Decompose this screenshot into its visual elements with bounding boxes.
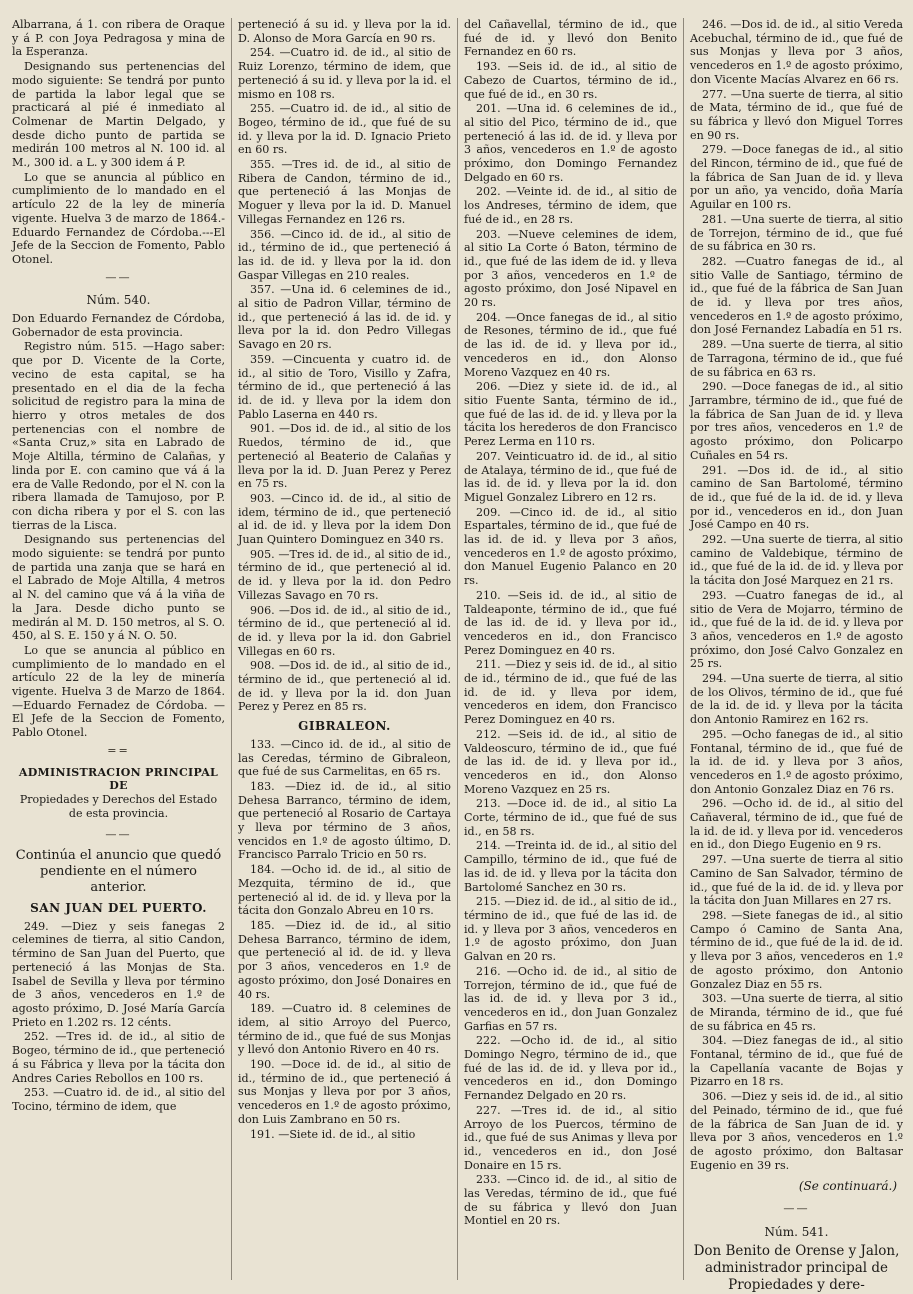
- paragraph: 356. —Cinco id. de id., al sitio de id., término de id., que perteneció á las id. de id. y lleva por la id. don Gaspar Villegas en 210 reales.: [238, 227, 451, 282]
- column-2: [238, 18, 458, 1280]
- paragraph: 190. —Doce id. de id., al sitio de id., término de id., que perteneció á sus Monjas y lleva por por 3 años, vencederos en 1.º de agosto próximo, don Luis Zambrano en 50 rs.: [238, 1058, 451, 1126]
- paragraph: 252. —Tres id. de id., al sitio de Bogeo, término de id., que perteneció á su Fábrica y lleva por la tácita don Andres Caries Rebollos en 100 rs.: [12, 1030, 225, 1085]
- paragraph: 289. —Una suerte de tierra, al sitio de Tarragona, término de id., que fué de su fábrica en 63 rs.: [690, 338, 903, 379]
- paragraph: 203. —Nueve celemines de idem, al sitio La Corte ó Baton, término de id., que fué de las idem de id. y lleva por 3 años, vencederos en 1.º de agosto próximo, don José Nipavel en 20 rs.: [464, 227, 677, 310]
- paragraph: 189. —Cuatro id. 8 celemines de idem, al sitio Arroyo del Puerco, término de id., que fué de sus Monjas y llevó don Antonio Rivero en 40 rs.: [238, 1002, 451, 1057]
- paragraph: 254. —Cuatro id. de id., al sitio de Ruiz Lorenzo, término de idem, que perteneció á su id. y lleva por la id. el mismo en 108 rs.: [238, 46, 451, 101]
- paragraph: 901. —Dos id. de id., al sitio de los Ruedos, término de id., que perteneció al Beaterio de Calañas y lleva por la id. D. Juan Perez y Perez en 75 rs.: [238, 422, 451, 491]
- paragraph: 210. —Seis id. de id., al sitio de Taldeaponte, término de id., que fué de las id. de id. y lleva por id., vencederos en id., don Francisco Perez Dominguez en 40 rs.: [464, 588, 677, 657]
- paragraph: 905. —Tres id. de id., al sitio de id., término de id., que perteneció al id. de id. y lleva por la id. don Pedro Villezas Savago en 70 rs.: [238, 547, 451, 602]
- paragraph: 291. —Dos id. de id., al sitio camino de San Bartolomé, término de id., que fué de la id. de id. y lleva por id., vencederos en id., don Juan José Campo en 40 rs.: [690, 463, 903, 532]
- paragraph: 183. —Diez id. de id., al sitio Dehesa Barranco, término de idem, que perteneció al Rosario de Cartaya y lleva por término de 3 años, vencidos en 1.º de agosto último, D. Francisco Parralo Tricio en 50 rs.: [238, 779, 451, 862]
- paragraph: 133. —Cinco id. de id., al sitio de las Ceredas, término de Gibraleon, que fué de sus Carmelitas, en 65 rs.: [238, 737, 451, 779]
- office-subheading: Propiedades y Derechos del Estado de esta provincia.: [19, 792, 218, 820]
- separator: ==: [107, 743, 130, 757]
- paragraph: Designando sus pertenencias del modo siguiente: se tendrá por punto de partida una zanja que se hará en el Labrado de Moje Altilla, 4 metros al N. del camino que vá á la viña de la Jara. Desde dicho punto se medirán al M. D. 150 metros, al S. O. 450, al S. E. 150 y á N. O. 50.: [12, 533, 225, 643]
- office-heading: ADMINISTRACION PRINCIPAL DE: [18, 765, 219, 793]
- paragraph: 202. —Veinte id. de id., al sitio de los Andreses, término de idem, que fué de id., en 28 rs.: [464, 185, 677, 226]
- paragraph: 903. —Cinco id. de id., al sitio de idem, término de id., que perteneció al id. de id. y lleva por la idem Don Juan Quintero Dominguez en 340 rs.: [238, 491, 451, 547]
- column-1: [12, 18, 232, 1280]
- paragraph: 359. —Cincuenta y cuatro id. de id., al sitio de Toro, Visillo y Zafra, término de id., que perteneció á las id. de id. y lleva por la idem don Pablo Laserna en 440 rs.: [238, 352, 451, 421]
- paragraph: 214. —Treinta id. de id., al sitio del Campillo, término de id., que fué de las id. de id. y lleva por la tácita don Bartolomé Sanchez en 30 rs.: [464, 839, 677, 894]
- paragraph: 216. —Ocho id. de id., al sitio de Torrejon, término de id., que fué de las id. de id. y lleva por 3 id., vencederos en id., don Juan Gonzalez Garfias en 57 rs.: [464, 964, 677, 1033]
- paragraph: 233. —Cinco id. de id., al sitio de las Veredas, término de id., que fué de su fábrica y llevó don Juan Montiel en 20 rs.: [464, 1173, 677, 1228]
- paragraph: 213. —Doce id. de id., al sitio La Corte, término de id., que fué de sus id., en 58 rs.: [464, 797, 677, 838]
- notice-number: Núm. 540.: [86, 293, 151, 308]
- paragraph: 290. —Doce fanegas de id., al sitio Jarrambre, término de id., que fué de la fábrica de San Juan de id. y lleva por tres años, vencederos en 1.º de agosto próximo, don Policarpo Cuñales en 54 rs.: [690, 380, 903, 462]
- paragraph: Lo que se anuncia al público en cumplimiento de lo mandado en el artículo 22 de la ley de minería vigente. Huelva 3 de Marzo de 1864.—Eduardo Fernadez de Córdoba. —El Jefe de la Seccion de Fomento, Pablo Otonel.: [12, 643, 225, 740]
- section-heading: GIBRALEON.: [298, 719, 391, 734]
- paragraph: 277. —Una suerte de tierra, al sitio de Mata, término de id., que fué de su fábrica y llevó don Miguel Torres en 90 rs.: [690, 87, 903, 142]
- separator: ——: [105, 270, 132, 284]
- paragraph: 253. —Cuatro id. de id., al sitio del Tocino, término de idem, que: [12, 1086, 225, 1113]
- paragraph: 185. —Diez id. de id., al sitio Dehesa Barranco, término de idem, que perteneció al id. de id. y lleva por 3 años, vencederos en 1.º de agosto próximo, don José Donaires en 40 rs.: [238, 919, 451, 1001]
- paragraph: 255. —Cuatro id. de id., al sitio de Bogeo, término de id., que fué de su id. y lleva por la id. D. Ignacio Prieto en 60 rs.: [238, 102, 451, 157]
- paragraph: 204. —Once fanegas de id., al sitio de Resones, término de id., que fué de las id. de id. y lleva por id., vencederos en id., don Alonso Moreno Vazquez en 40 rs.: [464, 310, 677, 379]
- paragraph: 211. —Diez y seis id. de id., al sitio de id., término de id., que fué de las id. de id. y lleva por idem, vencederos en idem, don Francisco Perez Dominguez en 40 rs.: [464, 658, 677, 727]
- paragraph: 297. —Una suerte de tierra al sitio Camino de San Salvador, término de id., que fué de la id. de id. y lleva por la tácita don Juan Millares en 27 rs.: [690, 853, 903, 908]
- paragraph: 281. —Una suerte de tierra, al sitio de Torrejon, término de id., que fué de su fábrica en 30 rs.: [690, 212, 903, 254]
- column-4: [690, 18, 903, 1294]
- to-be-continued: (Se continuará.): [798, 1179, 897, 1194]
- paragraph: 215. —Diez id. de id., al sitio de id., término de id., que fué de las id. de id. y lleva por 3 años, vencederos en 1.º de agosto próximo, don Juan Galvan en 20 rs.: [464, 895, 677, 964]
- column-3: [464, 18, 684, 1280]
- paragraph: 222. —Ocho id. de id., al sitio Domingo Negro, término de id., que fué de las id. de id. y lleva por id., vencederos en id., don Domingo Fernandez Delgado en 20 rs.: [464, 1034, 677, 1103]
- official-name: Don Benito de Orense y Jalon, administrador principal de Propiedades y dere-: [693, 1243, 900, 1294]
- paragraph: 294. —Una suerte de tierra, al sitio de los Olivos, término de id., que fué de la id. de id. y lleva por la tácita don Antonio Ramirez en 162 rs.: [690, 672, 903, 727]
- paragraph: del Cañavellal, término de id., que fué de id. y llevó don Benito Fernandez en 60 rs.: [464, 18, 677, 59]
- paragraph: Don Eduardo Fernandez de Córdoba, Gobernador de esta provincia.: [12, 312, 225, 339]
- paragraph: 193. —Seis id. de id., al sitio de Cabezo de Cuartos, término de id., que fué de id., en 30 rs.: [464, 60, 677, 101]
- paragraph: 209. —Cinco id. de id., al sitio Espartales, término de id., que fué de las id. de id. y lleva por 3 años, vencederos en 1.º de agosto próximo, don Manuel Eugenio Palanco en 20 rs.: [464, 505, 677, 588]
- paragraph: Albarrana, á 1. con ribera de Oraque y á P. con Joya Pedragosa y mina de la Esperanza.: [12, 18, 225, 59]
- paragraph: 295. —Ocho fanegas de id., al sitio Fontanal, término de id., que fué de la id. de id. y lleva por 3 años, vencederos en 1.º de agosto próximo, don Antonio Gonzalez Diaz en 76 rs.: [690, 727, 903, 796]
- section-heading: SAN JUAN DEL PUERTO.: [30, 901, 207, 916]
- paragraph: 227. —Tres id. de id., al sitio Arroyo de los Puercos, término de id., que fué de sus Animas y lleva por id., vencederos en id., don José Donaire en 15 rs.: [464, 1103, 677, 1172]
- separator: ——: [783, 1202, 810, 1216]
- paragraph: 908. —Dos id. de id., al sitio de id., término de id., que perteneció al id. de id. y lleva por la id. don Juan Perez y Perez en 85 rs.: [238, 659, 451, 714]
- paragraph: Designando sus pertenencias del modo siguiente: Se tendrá por punto de partida la labor legal que se practicará al pié é inmediato al Colmenar de Martin Delgado, y desde dicho punto de partida se medirán 100 metros al N. 100 id. al M., 300 id. a L. y 300 idem á P.: [12, 60, 225, 170]
- paragraph: 906. —Dos id. de id., al sitio de id., término de id., que perteneció al id. de id. y lleva por la id. don Gabriel Villegas en 60 rs.: [238, 603, 451, 658]
- paragraph: Registro núm. 515. —Hago saber: que por D. Vicente de la Corte, vecino de esta capital, se ha presentado en el dia de la fecha solicitud de registro para la mina de hierro y otros metales de dos pertenencias con el nombre de «Santa Cruz,» sita en Labrado de Moje Altilla, término de Calañas, y linda por E. con camino que vá á la era de Valle Redondo, por el N. con la ribera llamada de Tamujoso, por P. con dicha ribera y por el S. con las tierras de la Lisca.: [12, 340, 225, 532]
- paragraph: 357. —Una id. 6 celemines de id., al sitio de Padron Villar, término de id., que perteneció á las id. de id. y lleva por la id. don Pedro Villegas Savago en 20 rs.: [238, 283, 451, 352]
- continuation-notice: Continúa el anuncio que quedó pendiente en el número anterior.: [15, 848, 222, 896]
- paragraph: 296. —Ocho id. de id., al sitio del Cañaveral, término de id., que fué de la id. de id. y lleva por id. vencederos en id., don Diego Eugenio en 9 rs.: [690, 797, 903, 852]
- separator: ——: [105, 828, 132, 842]
- paragraph: 201. —Una id. 6 celemines de id., al sitio del Pico, término de id., que perteneció á las id. de id. y lleva por 3 años, vencederos en 1.º de agosto próximo, don Domingo Fernandez Delgado en 60 rs.: [464, 102, 677, 184]
- paragraph: 304. —Diez fanegas de id., al sitio Fontanal, término de id., que fué de la Capellanía vacante de Bojas y Pizarro en 18 rs.: [690, 1034, 903, 1089]
- paragraph: 298. —Siete fanegas de id., al sitio Campo ó Camino de Santa Ana, término de id., que fué de la id. de id. y lleva por 3 años, vencederos en 1.º de agosto próximo, don Antonio Gonzalez Diaz en 55 rs.: [690, 909, 903, 991]
- paragraph: 206. —Diez y siete id. de id., al sitio Fuente Santa, término de id., que fué de las id. de id. y lleva por la tácita los herederos de don Francisco Perez Lerma en 110 rs.: [464, 380, 677, 449]
- paragraph: 191. —Siete id. de id., al sitio: [250, 1127, 416, 1141]
- paragraph: 249. —Diez y seis fanegas 2 celemines de tierra, al sitio Candon, término de San Juan del Puerto, que perteneció á las Monjas de Sta. Isabel de Sevilla y lleva por término de 3 años, vencederos en 1.º de agosto próximo, D. José María García Prieto en 1.202 rs. 12 cénts.: [12, 919, 225, 1029]
- paragraph: 306. —Diez y seis id. de id., al sitio del Peinado, término de id., que fué de la fábrica de San Juan de id. y lleva por 3 años, vencederos en 1.º de agosto próximo, don Baltasar Eugenio en 39 rs.: [690, 1090, 903, 1172]
- paragraph: 282. —Cuatro fanegas de id., al sitio Valle de Santiago, término de id., que fué de la fábrica de San Juan de id. y lleva por tres años, vencederos en 1.º de agosto próximo, don José Fernandez Labadía en 51 rs.: [690, 254, 903, 337]
- paragraph: 292. —Una suerte de tierra, al sitio camino de Valdebique, término de id., que fué de la id. de id. y lleva por la tácita don José Marquez en 21 rs.: [690, 533, 903, 588]
- paragraph: 279. —Doce fanegas de id., al sitio del Rincon, término de id., que fué de la fábrica de San Juan de id. y lleva por un año, ya vencido, doña María Aguilar en 100 rs.: [690, 143, 903, 212]
- paragraph: 207. Veinticuatro id. de id., al sitio de Atalaya, término de id., que fué de las id. de id. y lleva por la id. don Miguel Gonzalez Librero en 12 rs.: [464, 449, 677, 504]
- paragraph: 355. —Tres id. de id., al sitio de Ribera de Candon, término de id., que perteneció á las Monjas de Moguer y lleva por la id. D. Manuel Villegas Fernandez en 126 rs.: [238, 158, 451, 226]
- paragraph: 246. —Dos id. de id., al sitio Vereda Acebuchal, término de id., que fué de sus Monjas y lleva por 3 años, vencederos en 1.º de agosto próximo, don Vicente Macías Alvarez en 66 rs.: [690, 18, 903, 86]
- paragraph: 293. —Cuatro fanegas de id., al sitio de Vera de Mojarro, término de id., que fué de la id. de id. y lleva por 3 años, vencederos en 1.º de agosto próximo, don José Calvo Gonzalez en 25 rs.: [690, 588, 903, 671]
- paragraph: 212. —Seis id. de id., al sitio de Valdeoscuro, término de id., que fué de las id. de id. y lleva por id., vencederos en id., don Alonso Moreno Vazquez en 25 rs.: [464, 727, 677, 796]
- paragraph: Lo que se anuncia al público en cumplimiento de lo mandado en el artículo 22 de la ley de minería vigente. Huelva 3 de marzo de 1864.-Eduardo Fernandez de Córdoba.---El Jefe de la Seccion de Fomento, Pablo Otonel.: [12, 170, 225, 266]
- paragraph: 303. —Una suerte de tierra, al sitio de Miranda, término de id., que fué de su fábrica en 45 rs.: [690, 992, 903, 1033]
- paragraph: 184. —Ocho id. de id., al sitio de Mezquita, término de id., que perteneció al id. de id. y lleva por la tácita don Gonzalo Abreu en 10 rs.: [238, 863, 451, 918]
- notice-number: Núm. 541.: [764, 1224, 829, 1239]
- paragraph: perteneció á su id. y lleva por la id. D. Alonso de Mora García en 90 rs.: [238, 18, 451, 45]
